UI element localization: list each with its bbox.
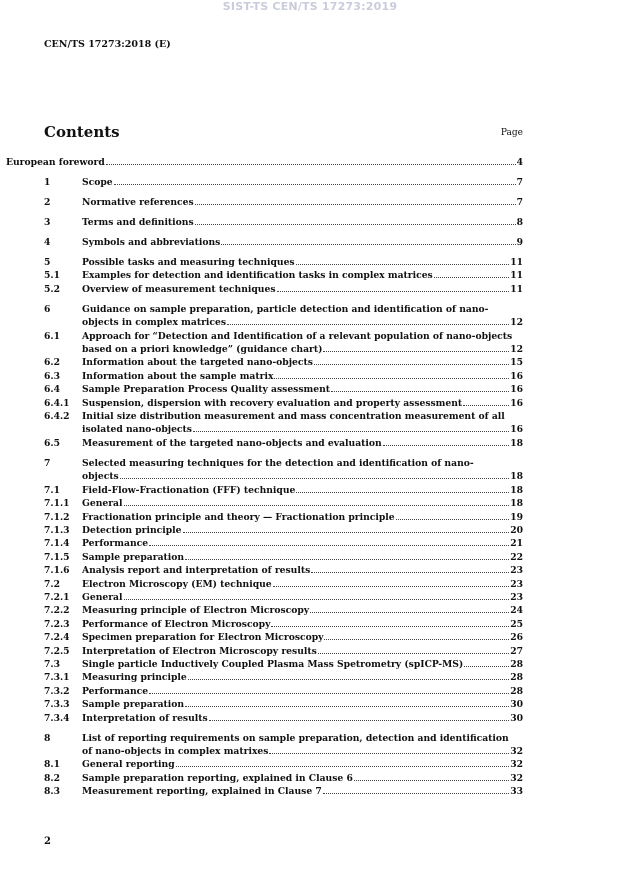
table-of-contents: [6, 156, 523, 799]
toc-entry[interactable]: [44, 732, 523, 759]
toc-entry-title: European foreword: [6, 157, 105, 168]
toc-entry-title: General reporting: [82, 759, 175, 771]
dot-leader: [124, 599, 510, 600]
toc-entry-number: 7.1.6: [44, 565, 70, 577]
toc-entry[interactable]: [44, 176, 523, 189]
dot-leader: [227, 324, 509, 325]
toc-entry-page: 18: [510, 498, 523, 510]
toc-entry-number: 7.3.3: [44, 699, 70, 711]
toc-entry-number: 5: [44, 257, 51, 268]
toc-entry-number: 3: [44, 217, 51, 228]
toc-entry-page: 25: [510, 618, 523, 630]
toc-entry-number: 1: [44, 177, 51, 188]
toc-entry[interactable]: [44, 524, 523, 537]
toc-entry-number: 7.1.2: [44, 511, 70, 523]
toc-entry[interactable]: [44, 397, 523, 410]
toc-entry[interactable]: [44, 484, 523, 497]
toc-entry-title: Information about the sample matrix: [82, 370, 274, 382]
toc-entry-title: Performance: [82, 685, 149, 697]
dot-leader: [269, 753, 509, 754]
toc-entry-number: 7.1: [44, 484, 60, 496]
toc-entry[interactable]: [44, 437, 523, 450]
toc-entry-title: Analysis report and interpretation of results: [82, 565, 311, 577]
toc-entry-title: General: [82, 498, 123, 510]
toc-entry-title: Performance of Electron Microscopy: [82, 618, 271, 630]
toc-entry-title-line: Guidance on sample preparation, particle detection and identification of nano-: [82, 303, 489, 315]
dot-leader: [106, 164, 516, 165]
dot-leader: [221, 244, 515, 245]
toc-entry[interactable]: [44, 370, 523, 383]
toc-entry-page: 7: [516, 197, 523, 208]
toc-entry-page: 27: [510, 645, 523, 657]
toc-entry-title: Sample preparation reporting, explained in Clause 6: [82, 772, 353, 784]
dot-leader: [396, 519, 510, 520]
toc-entry[interactable]: [44, 591, 523, 604]
page-number: 2: [44, 836, 51, 847]
dot-leader: [354, 780, 509, 781]
toc-entry-page: 12: [510, 317, 523, 329]
toc-entry[interactable]: [44, 511, 523, 524]
toc-entry-number: 7.3.2: [44, 685, 70, 697]
toc-entry-number: 7.1.5: [44, 551, 70, 563]
toc-entry-number: 7.1.1: [44, 498, 70, 510]
toc-entry[interactable]: [44, 564, 523, 577]
toc-entry[interactable]: [44, 537, 523, 550]
dot-leader: [124, 505, 510, 506]
dot-leader: [464, 666, 509, 667]
toc-entry-title-line: Selected measuring techniques for the detection and identification of nano-: [82, 457, 474, 469]
toc-entry-title: Detection principle: [82, 524, 182, 536]
toc-entry-page: 32: [510, 759, 523, 771]
toc-entry-title: Suspension, dispersion with recovery evaluation and property assessment: [82, 397, 463, 409]
toc-entry-page: 4: [516, 157, 523, 168]
toc-entry-number: 2: [44, 197, 51, 208]
toc-entry-number: 7.3: [44, 658, 60, 670]
toc-entry[interactable]: [44, 410, 523, 437]
toc-entry-page: 16: [510, 384, 523, 396]
toc-entry-page: 33: [510, 786, 523, 798]
dot-leader: [463, 405, 509, 406]
toc-entry-title: Single particle Inductively Coupled Plasma Mass Spetrometry (spICP-MS): [82, 658, 464, 670]
toc-entry-page: 30: [510, 699, 523, 711]
toc-entry[interactable]: [44, 256, 523, 269]
toc-entry-title-line: Initial size distribution measurement and mass concentration measurement of all: [82, 411, 505, 423]
toc-entry-number: 4: [44, 237, 51, 248]
dot-leader: [195, 224, 516, 225]
toc-entry[interactable]: [44, 658, 523, 671]
toc-entry-page: 8: [516, 217, 523, 228]
page-column-label: Page: [500, 128, 523, 138]
dot-leader: [296, 264, 510, 265]
toc-entry-number: 8.1: [44, 759, 60, 771]
toc-entry-title: Terms and definitions: [82, 217, 194, 228]
dot-leader: [149, 693, 509, 694]
toc-entry-page: 28: [510, 658, 523, 670]
toc-entry-title: Interpretation of results: [82, 712, 208, 724]
toc-entry[interactable]: [44, 685, 523, 698]
dot-leader: [310, 612, 509, 613]
toc-entry-number: 7.2.2: [44, 605, 70, 617]
toc-entry-number: 7.1.3: [44, 524, 70, 536]
dot-leader: [188, 679, 509, 680]
dot-leader: [193, 431, 509, 432]
toc-entry-title: Measurement of the targeted nano-objects and evaluation: [82, 437, 382, 449]
dot-leader: [323, 793, 509, 794]
toc-entry-page: 18: [510, 471, 523, 483]
toc-entry-page: 22: [510, 551, 523, 563]
toc-entry[interactable]: [44, 356, 523, 369]
toc-entry-title: Normative references: [82, 197, 194, 208]
toc-entry[interactable]: [44, 604, 523, 617]
dot-leader: [209, 720, 510, 721]
dot-leader: [318, 653, 509, 654]
toc-entry[interactable]: [44, 283, 523, 296]
toc-entry-page: 32: [510, 746, 523, 757]
watermark: SIST-TS CEN/TS 17273:2019: [222, 0, 398, 13]
toc-entry-title: Measuring principle: [82, 672, 187, 684]
toc-entry[interactable]: [44, 671, 523, 684]
toc-entry-title: Symbols and abbreviations: [82, 237, 221, 248]
toc-entry-page: 23: [510, 578, 523, 590]
toc-entry[interactable]: [6, 156, 523, 169]
toc-entry[interactable]: [44, 216, 523, 229]
toc-entry-title: Examples for detection and identification tasks in complex matrices: [82, 270, 433, 282]
toc-entry[interactable]: [44, 196, 523, 209]
toc-entry-page: 28: [510, 672, 523, 684]
toc-entry-title-line: Approach for “Detection and Identification of a relevant population of nano-objects: [82, 330, 513, 342]
toc-entry-number: 6.4.2: [44, 411, 70, 423]
dot-leader: [120, 478, 509, 479]
toc-entry-page: 18: [510, 437, 523, 449]
dot-leader: [114, 184, 516, 185]
toc-entry-number: 6: [44, 303, 51, 315]
toc-entry-page: 23: [510, 565, 523, 577]
dot-leader: [331, 391, 509, 392]
toc-entry-page: 9: [516, 237, 523, 248]
toc-entry-title: Performance: [82, 538, 149, 550]
toc-entry-title: Sample Preparation Process Quality assessment: [82, 384, 331, 396]
toc-entry[interactable]: [44, 236, 523, 249]
dot-leader: [185, 559, 509, 560]
toc-entry[interactable]: [44, 303, 523, 330]
toc-entry-page: 7: [516, 177, 523, 188]
toc-entry[interactable]: [44, 497, 523, 510]
toc-entry-number: 7.1.4: [44, 538, 70, 550]
toc-entry-title: isolated nano-objects: [82, 424, 192, 436]
toc-entry-title: Fractionation principle and theory — Fractionation principle: [82, 511, 395, 523]
toc-entry[interactable]: [44, 698, 523, 711]
dot-leader: [274, 378, 509, 379]
toc-entry-title: Scope: [82, 177, 113, 188]
toc-entry-page: 20: [510, 524, 523, 536]
toc-entry-title: Information about the targeted nano-objects: [82, 357, 313, 369]
toc-entry-number: 6.4: [44, 384, 60, 396]
toc-entry-title: Possible tasks and measuring techniques: [82, 257, 295, 268]
dot-leader: [277, 291, 510, 292]
toc-entry-number: 6.3: [44, 370, 60, 382]
toc-entry-page: 16: [510, 397, 523, 409]
dot-leader: [195, 204, 516, 205]
toc-entry-number: 7.2.1: [44, 591, 70, 603]
toc-entry-title: Specimen preparation for Electron Microscopy: [82, 632, 324, 644]
toc-entry-page: 18: [510, 484, 523, 496]
dot-leader: [383, 445, 510, 446]
toc-entry-page: 16: [510, 424, 523, 436]
toc-entry[interactable]: [44, 645, 523, 658]
toc-entry-page: 11: [510, 283, 523, 295]
toc-entry-number: 7.2: [44, 578, 60, 590]
toc-entry-page: 11: [510, 270, 523, 282]
toc-entry-title: Interpretation of Electron Microscopy results: [82, 645, 317, 657]
toc-entry-title: Field-Flow-Fractionation (FFF) technique: [82, 484, 296, 496]
toc-entry-number: 7.2.4: [44, 632, 70, 644]
toc-entry-title: of nano-objects in complex matrixes: [82, 746, 269, 757]
toc-entry-title: Sample preparation: [82, 551, 185, 563]
toc-entry-number: 8.3: [44, 786, 60, 798]
toc-entry-number: 6.5: [44, 437, 60, 449]
page-title: Contents: [44, 123, 120, 141]
toc-entry-title: General: [82, 591, 123, 603]
toc-entry-page: 11: [510, 257, 523, 268]
toc-entry-title: objects: [82, 471, 119, 483]
dot-leader: [311, 572, 509, 573]
toc-entry-number: 7: [44, 457, 51, 469]
dot-leader: [185, 706, 509, 707]
toc-entry-page: 26: [510, 632, 523, 644]
toc-entry[interactable]: [44, 758, 523, 771]
toc-entry-title: objects in complex matrices: [82, 317, 227, 329]
document-identifier: CEN/TS 17273:2018 (E): [44, 39, 171, 50]
dot-leader: [176, 766, 510, 767]
toc-entry-number: 6.2: [44, 357, 60, 369]
toc-entry-title: Overview of measurement techniques: [82, 283, 276, 295]
toc-entry[interactable]: [44, 785, 523, 798]
toc-entry[interactable]: [44, 551, 523, 564]
toc-entry-page: 23: [510, 591, 523, 603]
toc-entry-page: 12: [510, 344, 523, 356]
dot-leader: [183, 532, 510, 533]
toc-entry-number: 7.2.5: [44, 645, 70, 657]
toc-entry-number: 6.1: [44, 330, 60, 342]
dot-leader: [323, 351, 509, 352]
toc-entry-page: 30: [510, 712, 523, 724]
dot-leader: [324, 639, 509, 640]
toc-entry-number: 8.2: [44, 772, 60, 784]
toc-entry-title: Measuring principle of Electron Microscopy: [82, 605, 310, 617]
dot-leader: [434, 277, 509, 278]
toc-entry-number: 7.3.1: [44, 672, 70, 684]
toc-entry[interactable]: [44, 457, 523, 484]
toc-entry-page: 21: [510, 538, 523, 550]
toc-entry[interactable]: [44, 631, 523, 644]
toc-entry-page: 16: [510, 370, 523, 382]
dot-leader: [296, 492, 509, 493]
toc-entry[interactable]: [44, 618, 523, 631]
toc-entry[interactable]: [44, 269, 523, 282]
toc-entry-number: 7.2.3: [44, 618, 70, 630]
dot-leader: [273, 586, 510, 587]
toc-entry-title: Electron Microscopy (EM) technique: [82, 578, 272, 590]
toc-entry-number: 5.2: [44, 283, 60, 295]
toc-entry-title-line: List of reporting requirements on sample preparation, detection and identification: [82, 732, 509, 744]
toc-entry-number: 6.4.1: [44, 397, 70, 409]
toc-entry[interactable]: [44, 772, 523, 785]
toc-entry-number: 7.3.4: [44, 712, 70, 724]
toc-entry-number: 5.1: [44, 270, 60, 282]
toc-entry[interactable]: [44, 330, 523, 357]
dot-leader: [271, 626, 509, 627]
toc-entry-page: 15: [510, 357, 523, 369]
toc-entry[interactable]: [44, 578, 523, 591]
toc-entry[interactable]: [44, 383, 523, 396]
dot-leader: [314, 364, 509, 365]
toc-entry-number: 8: [44, 732, 51, 744]
toc-entry-page: 24: [510, 605, 523, 617]
toc-entry-page: 32: [510, 772, 523, 784]
toc-entry-title: based on a priori knowledge” (guidance chart): [82, 344, 323, 356]
toc-entry-title: Sample preparation: [82, 699, 185, 711]
toc-entry-page: 19: [510, 511, 523, 523]
toc-entry-title: Measurement reporting, explained in Clause 7: [82, 786, 322, 798]
dot-leader: [149, 545, 509, 546]
toc-entry-page: 28: [510, 685, 523, 697]
toc-entry[interactable]: [44, 712, 523, 725]
